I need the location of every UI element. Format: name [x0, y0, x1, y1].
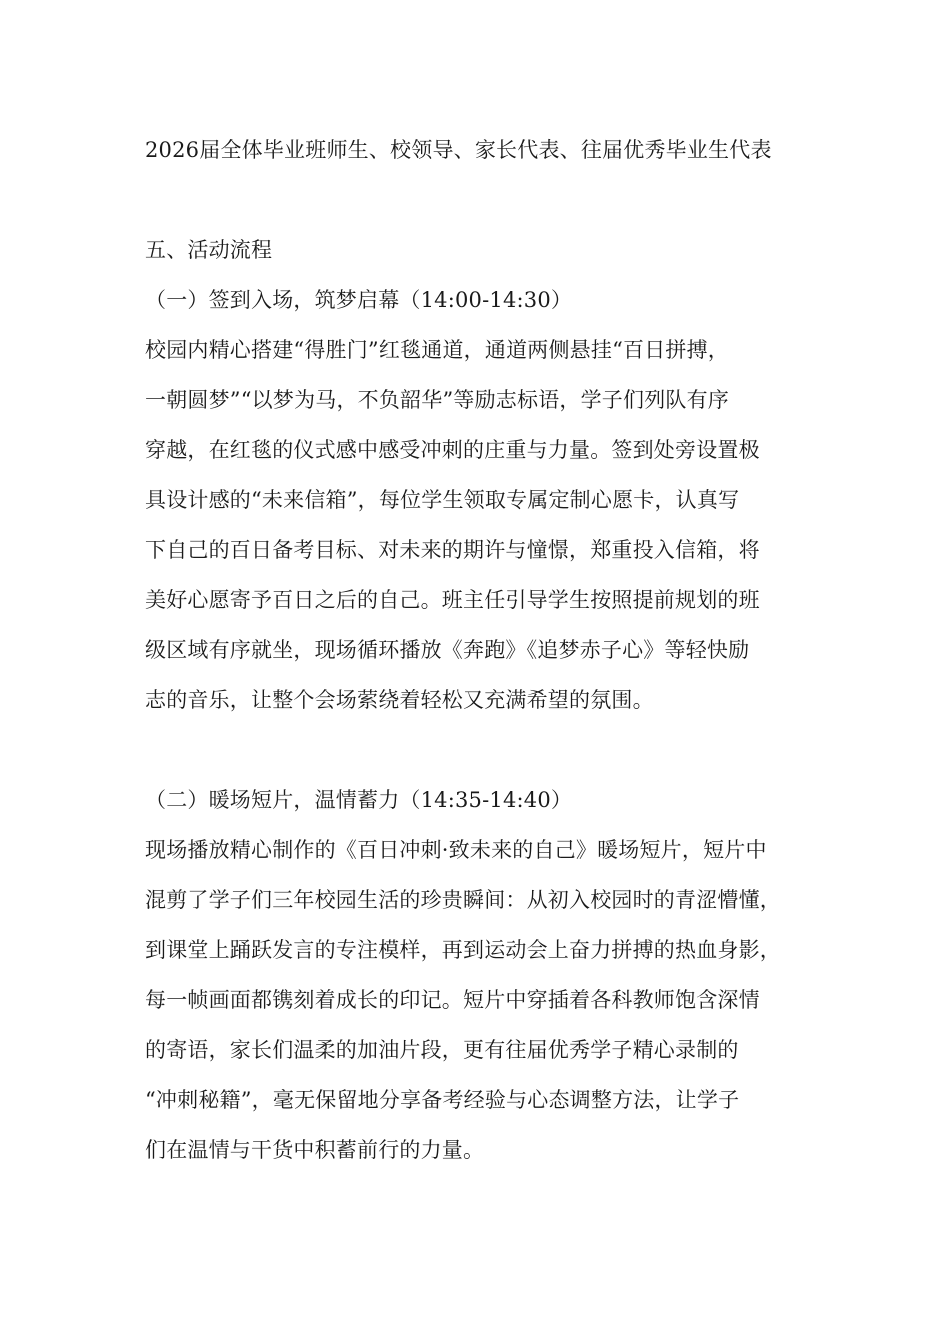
part-1-line: 美好心愿寄予百日之后的自己。班主任引导学生按照提前规划的班: [145, 588, 760, 612]
part-1-line: 级区域有序就坐，现场循环播放《奔跑》《追梦赤子心》等轻快励: [145, 638, 750, 662]
part-1-line: 一朝圆梦”“以梦为马，不负韶华”等励志标语，学子们列队有序: [145, 388, 730, 412]
part-1-line: 下自己的百日备考目标、对未来的期许与憧憬，郑重投入信箱，将: [145, 538, 760, 562]
part-2-line: 到课堂上踊跃发言的专注模样，再到运动会上奋力拼搏的热血身影，: [145, 938, 781, 962]
part-2-line: 现场播放精心制作的《百日冲刺·致未来的自己》暖场短片，短片中: [145, 838, 767, 862]
part-2-line: 混剪了学子们三年校园生活的珍贵瞬间：从初入校园时的青涩懵懂，: [145, 888, 781, 912]
part-2-heading: （二）暖场短片，温情蓄力（14:35-14:40）: [145, 788, 573, 812]
part-1-line: 穿越，在红毯的仪式感中感受冲刺的庄重与力量。签到处旁设置极: [145, 438, 760, 462]
part-1-line: 具设计感的“未来信箱”，每位学生领取专属定制心愿卡，认真写: [145, 488, 740, 512]
part-1-line: 志的音乐，让整个会场萦绕着轻松又充满希望的氛围。: [145, 688, 654, 712]
section-heading: 五、活动流程: [145, 238, 273, 262]
part-2-line: “冲刺秘籍”，毫无保留地分享备考经验与心态调整方法，让学子: [145, 1088, 740, 1112]
part-1-heading: （一）签到入场，筑梦启幕（14:00-14:30）: [145, 288, 573, 312]
part-1-line: 校园内精心搭建“得胜门”红毯通道，通道两侧悬挂“百日拼搏，: [145, 338, 730, 362]
part-2-line: 的寄语，家长们温柔的加油片段，更有往届优秀学子精心录制的: [145, 1038, 739, 1062]
participants-line: 2026届全体毕业班师生、校领导、家长代表、往届优秀毕业生代表: [145, 138, 772, 162]
part-2-line: 每一帧画面都镌刻着成长的印记。短片中穿插着各科教师饱含深情: [145, 988, 760, 1012]
part-2-line: 们在温情与干货中积蓄前行的力量。: [145, 1138, 485, 1162]
